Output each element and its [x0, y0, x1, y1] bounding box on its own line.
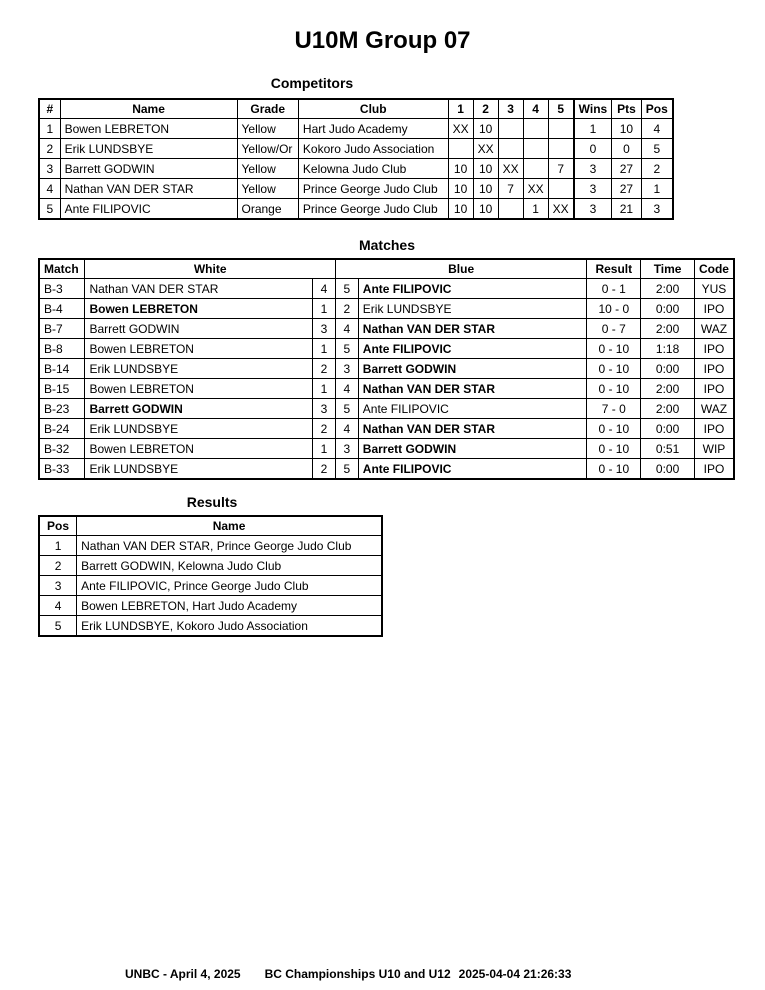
results-col-header: Name	[77, 516, 382, 536]
competitor-r1	[448, 139, 473, 159]
competitors-header-row	[39, 99, 673, 119]
match-blue-num: 3	[335, 439, 358, 459]
matches-heading: Matches	[358, 237, 416, 253]
table-row	[39, 179, 673, 199]
match-id: B-15	[39, 379, 85, 399]
competitor-name: Erik LUNDSBYE	[60, 139, 237, 159]
competitor-wins: 3	[574, 159, 612, 179]
result-name: Ante FILIPOVIC, Prince George Judo Club	[77, 576, 382, 596]
competitor-r1: 10	[448, 159, 473, 179]
match-white-num: 2	[313, 419, 336, 439]
table-row	[39, 536, 382, 556]
table-row	[39, 576, 382, 596]
match-white: Barrett GODWIN	[85, 319, 313, 339]
match-id: B-4	[39, 299, 85, 319]
match-white: Nathan VAN DER STAR	[85, 279, 313, 299]
match-blue-num: 5	[335, 459, 358, 480]
match-white-num: 4	[313, 279, 336, 299]
competitor-pts: 0	[612, 139, 641, 159]
table-row	[39, 319, 734, 339]
match-result: 0 - 10	[587, 379, 641, 399]
table-row	[39, 339, 734, 359]
competitor-r2: 10	[473, 179, 498, 199]
competitor-r5: 7	[548, 159, 574, 179]
competitor-r3	[498, 119, 523, 139]
match-time: 2:00	[641, 399, 695, 419]
match-blue-num: 2	[335, 299, 358, 319]
matches-col-header: Time	[641, 259, 695, 279]
match-blue: Ante FILIPOVIC	[358, 459, 587, 480]
competitor-grade: Yellow	[237, 179, 298, 199]
competitor-pts: 21	[612, 199, 641, 220]
competitor-r3	[498, 199, 523, 220]
match-time: 2:00	[641, 379, 695, 399]
match-result: 0 - 10	[587, 339, 641, 359]
competitor-num: 2	[39, 139, 60, 159]
result-pos: 3	[39, 576, 77, 596]
footer-venue: UNBC - April 4, 2025	[125, 967, 241, 981]
match-blue: Nathan VAN DER STAR	[358, 419, 587, 439]
match-white-num: 1	[313, 379, 336, 399]
competitor-pos: 2	[641, 159, 673, 179]
table-row	[39, 616, 382, 637]
competitor-pos: 4	[641, 119, 673, 139]
match-code: IPO	[694, 459, 734, 480]
match-time: 2:00	[641, 279, 695, 299]
competitor-r2: 10	[473, 119, 498, 139]
match-white: Erik LUNDSBYE	[85, 459, 313, 480]
competitor-num: 3	[39, 159, 60, 179]
matches-header	[39, 259, 734, 279]
match-code: IPO	[694, 359, 734, 379]
match-time: 0:00	[641, 299, 695, 319]
table-row	[39, 379, 734, 399]
footer-timestamp: 2025-04-04 21:26:33	[458, 967, 572, 981]
competitor-pos: 1	[641, 179, 673, 199]
match-blue-num: 5	[335, 339, 358, 359]
competitors-col-header: Pos	[641, 99, 673, 119]
match-result: 7 - 0	[587, 399, 641, 419]
footer-event: BC Championships U10 and U12	[264, 967, 451, 981]
competitors-col-header: 5	[548, 99, 574, 119]
table-row	[39, 279, 734, 299]
match-blue-num: 4	[335, 379, 358, 399]
competitor-num: 1	[39, 119, 60, 139]
competitor-name: Bowen LEBRETON	[60, 119, 237, 139]
match-blue-num: 4	[335, 319, 358, 339]
match-time: 0:51	[641, 439, 695, 459]
matches-col-header: White	[85, 259, 335, 279]
competitor-name: Ante FILIPOVIC	[60, 199, 237, 220]
match-code: WAZ	[694, 399, 734, 419]
match-code: YUS	[694, 279, 734, 299]
match-result: 0 - 1	[587, 279, 641, 299]
competitor-club: Prince George Judo Club	[298, 199, 448, 220]
matches-header-row	[39, 259, 734, 279]
result-name: Nathan VAN DER STAR, Prince George Judo Club	[77, 536, 382, 556]
competitor-r4: 1	[523, 199, 548, 220]
competitor-name: Barrett GODWIN	[60, 159, 237, 179]
results-table	[38, 515, 383, 637]
match-id: B-32	[39, 439, 85, 459]
matches-table	[38, 258, 735, 480]
table-row	[39, 556, 382, 576]
competitors-col-header: 2	[473, 99, 498, 119]
competitor-r2: 10	[473, 159, 498, 179]
result-name: Bowen LEBRETON, Hart Judo Academy	[77, 596, 382, 616]
competitor-grade: Yellow	[237, 159, 298, 179]
match-result: 0 - 10	[587, 419, 641, 439]
match-blue: Nathan VAN DER STAR	[358, 319, 587, 339]
match-blue: Ante FILIPOVIC	[358, 399, 587, 419]
match-code: WAZ	[694, 319, 734, 339]
competitor-grade: Yellow/Or	[237, 139, 298, 159]
match-time: 2:00	[641, 319, 695, 339]
match-id: B-14	[39, 359, 85, 379]
results-header	[39, 516, 382, 536]
competitors-col-header: Pts	[612, 99, 641, 119]
table-row	[39, 139, 673, 159]
match-white: Barrett GODWIN	[85, 399, 313, 419]
result-pos: 2	[39, 556, 77, 576]
match-code: WIP	[694, 439, 734, 459]
competitor-r4	[523, 139, 548, 159]
page-title: U10M Group 07	[294, 27, 471, 54]
match-blue: Ante FILIPOVIC	[358, 339, 587, 359]
competitors-heading: Competitors	[270, 75, 354, 91]
matches-col-header: Result	[587, 259, 641, 279]
competitor-r4: XX	[523, 179, 548, 199]
match-white: Erik LUNDSBYE	[85, 419, 313, 439]
competitor-club: Hart Judo Academy	[298, 119, 448, 139]
matches-col-header: Match	[39, 259, 85, 279]
match-white-num: 1	[313, 299, 336, 319]
competitor-r5	[548, 119, 574, 139]
competitors-col-header: Club	[298, 99, 448, 119]
competitors-col-header: Name	[60, 99, 237, 119]
result-pos: 4	[39, 596, 77, 616]
table-row	[39, 119, 673, 139]
match-blue: Erik LUNDSBYE	[358, 299, 587, 319]
table-row	[39, 359, 734, 379]
competitor-club: Prince George Judo Club	[298, 179, 448, 199]
match-code: IPO	[694, 379, 734, 399]
competitor-grade: Orange	[237, 199, 298, 220]
competitor-r1: XX	[448, 119, 473, 139]
competitor-r5	[548, 179, 574, 199]
results-header-row	[39, 516, 382, 536]
table-row	[39, 439, 734, 459]
competitor-pos: 5	[641, 139, 673, 159]
table-row	[39, 459, 734, 480]
competitor-r1: 10	[448, 179, 473, 199]
competitors-col-header: 1	[448, 99, 473, 119]
match-result: 10 - 0	[587, 299, 641, 319]
competitors-col-header: Wins	[574, 99, 612, 119]
match-code: IPO	[694, 299, 734, 319]
match-time: 0:00	[641, 359, 695, 379]
result-pos: 1	[39, 536, 77, 556]
competitor-pts: 27	[612, 159, 641, 179]
match-blue-num: 5	[335, 399, 358, 419]
competitor-r4	[523, 119, 548, 139]
match-id: B-23	[39, 399, 85, 419]
competitor-name: Nathan VAN DER STAR	[60, 179, 237, 199]
match-blue-num: 3	[335, 359, 358, 379]
match-white: Bowen LEBRETON	[85, 439, 313, 459]
results-col-header: Pos	[39, 516, 77, 536]
match-result: 0 - 10	[587, 459, 641, 480]
competitor-club: Kelowna Judo Club	[298, 159, 448, 179]
competitor-club: Kokoro Judo Association	[298, 139, 448, 159]
table-row	[39, 419, 734, 439]
match-id: B-8	[39, 339, 85, 359]
competitor-wins: 3	[574, 199, 612, 220]
competitors-col-header: 3	[498, 99, 523, 119]
matches-col-header: Blue	[335, 259, 586, 279]
competitor-num: 4	[39, 179, 60, 199]
competitor-pts: 10	[612, 119, 641, 139]
match-result: 0 - 10	[587, 439, 641, 459]
competitors-col-header: Grade	[237, 99, 298, 119]
table-row	[39, 596, 382, 616]
competitor-wins: 0	[574, 139, 612, 159]
result-pos: 5	[39, 616, 77, 637]
competitor-wins: 3	[574, 179, 612, 199]
results-heading: Results	[186, 494, 238, 510]
match-blue: Barrett GODWIN	[358, 439, 587, 459]
match-white: Bowen LEBRETON	[85, 379, 313, 399]
match-white-num: 1	[313, 339, 336, 359]
competitor-r3: XX	[498, 159, 523, 179]
match-time: 0:00	[641, 419, 695, 439]
match-id: B-7	[39, 319, 85, 339]
match-id: B-33	[39, 459, 85, 480]
match-white-num: 2	[313, 359, 336, 379]
match-id: B-3	[39, 279, 85, 299]
competitor-r4	[523, 159, 548, 179]
competitor-grade: Yellow	[237, 119, 298, 139]
competitor-r5	[548, 139, 574, 159]
table-row	[39, 159, 673, 179]
match-code: IPO	[694, 339, 734, 359]
matches-col-header: Code	[694, 259, 734, 279]
match-white-num: 2	[313, 459, 336, 480]
competitor-pts: 27	[612, 179, 641, 199]
match-white-num: 1	[313, 439, 336, 459]
footer	[125, 967, 595, 981]
competitors-header	[39, 99, 673, 119]
match-blue: Ante FILIPOVIC	[358, 279, 587, 299]
competitor-num: 5	[39, 199, 60, 220]
competitor-r5: XX	[548, 199, 574, 220]
competitor-wins: 1	[574, 119, 612, 139]
competitor-pos: 3	[641, 199, 673, 220]
match-white: Erik LUNDSBYE	[85, 359, 313, 379]
table-row	[39, 199, 673, 220]
match-white: Bowen LEBRETON	[85, 299, 313, 319]
match-code: IPO	[694, 419, 734, 439]
match-white-num: 3	[313, 399, 336, 419]
match-time: 0:00	[641, 459, 695, 480]
match-blue: Nathan VAN DER STAR	[358, 379, 587, 399]
result-name: Barrett GODWIN, Kelowna Judo Club	[77, 556, 382, 576]
match-id: B-24	[39, 419, 85, 439]
table-row	[39, 399, 734, 419]
competitor-r3	[498, 139, 523, 159]
match-blue-num: 5	[335, 279, 358, 299]
competitors-col-header: 4	[523, 99, 548, 119]
competitor-r2: XX	[473, 139, 498, 159]
table-row	[39, 299, 734, 319]
competitors-col-header: #	[39, 99, 60, 119]
match-white-num: 3	[313, 319, 336, 339]
match-white: Bowen LEBRETON	[85, 339, 313, 359]
competitors-table	[38, 98, 674, 220]
match-blue-num: 4	[335, 419, 358, 439]
competitor-r1: 10	[448, 199, 473, 220]
match-blue: Barrett GODWIN	[358, 359, 587, 379]
match-result: 0 - 7	[587, 319, 641, 339]
match-time: 1:18	[641, 339, 695, 359]
result-name: Erik LUNDSBYE, Kokoro Judo Association	[77, 616, 382, 637]
competitor-r2: 10	[473, 199, 498, 220]
match-result: 0 - 10	[587, 359, 641, 379]
competitor-r3: 7	[498, 179, 523, 199]
